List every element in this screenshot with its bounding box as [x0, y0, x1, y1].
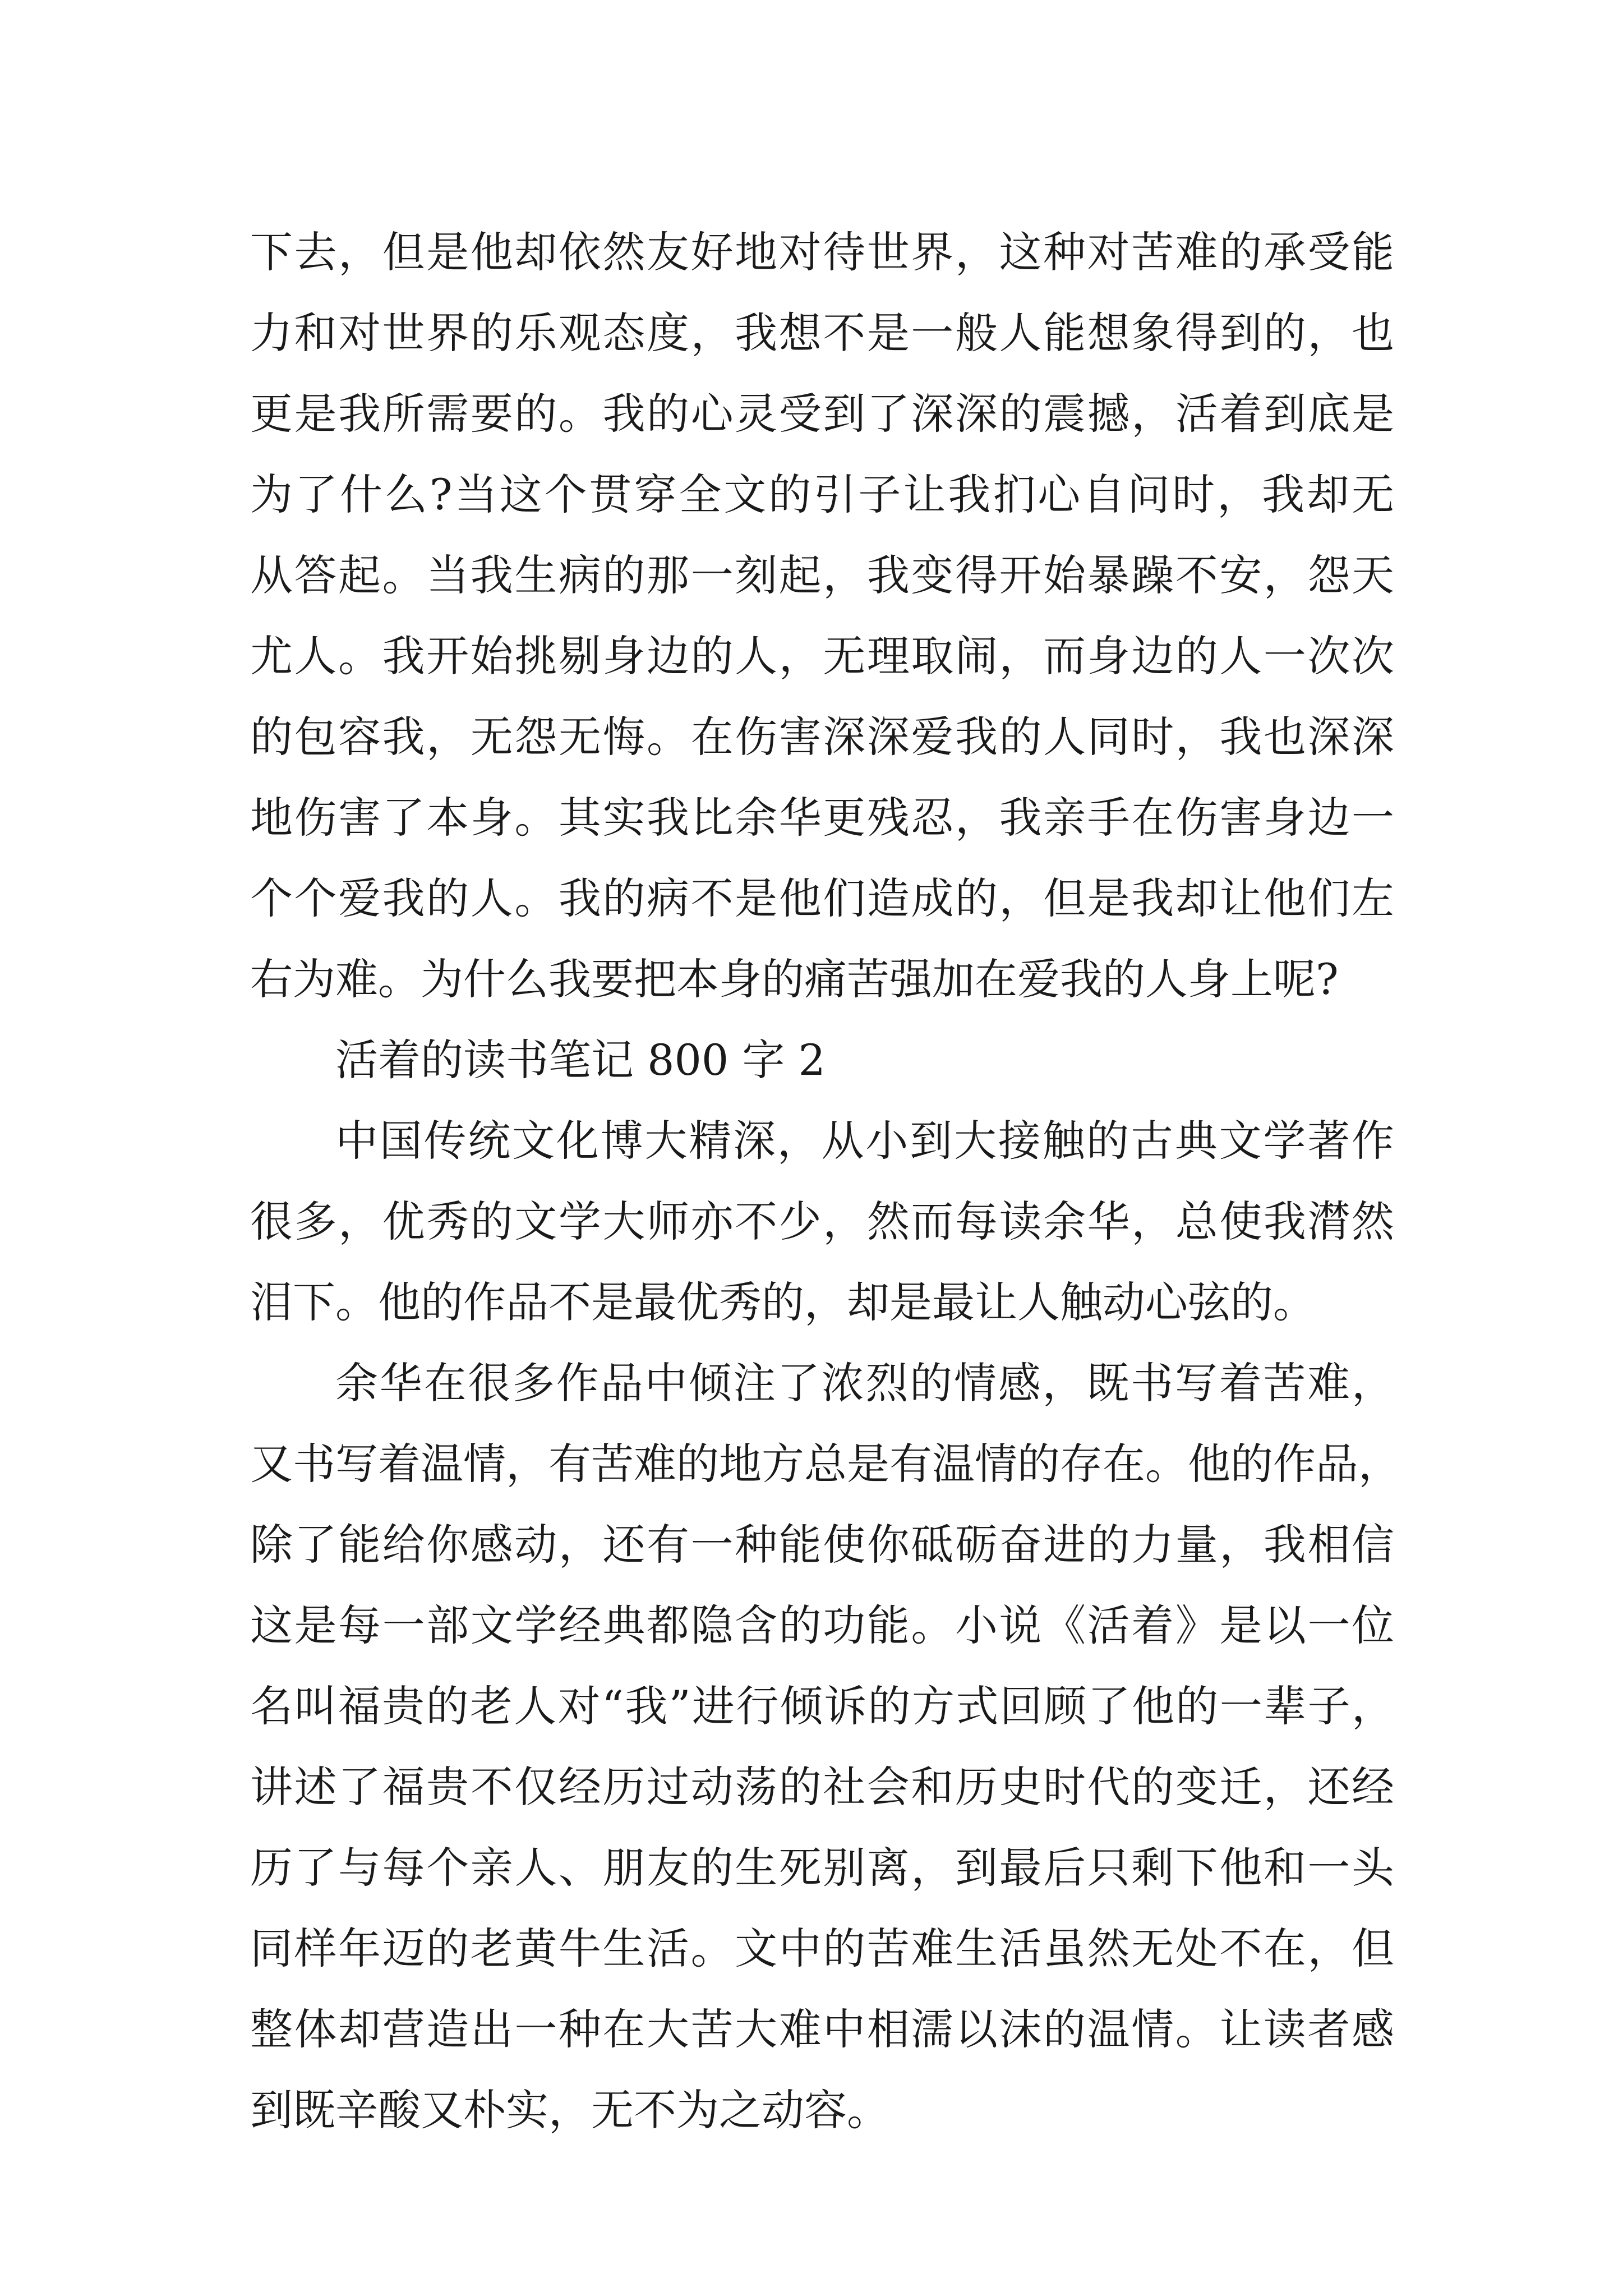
- text-line: 尤人。我开始挑剔身边的人，无理取闹，而身边的人一次次: [250, 631, 1394, 681]
- text-line: 历了与每个亲人、朋友的生死别离，到最后只剩下他和一头: [250, 1843, 1394, 1893]
- text-line: 到既辛酸又朴实，无不为之动容。: [250, 2085, 889, 2135]
- paragraph-continued: [250, 212, 1394, 1020]
- text-line: 讲述了福贵不仅经历过动荡的社会和历史时代的变迁，还经: [250, 1762, 1394, 1812]
- text-line: 这是每一部文学经典都隐含的功能。小说《活着》是以一位: [250, 1600, 1394, 1650]
- text-line: 更是我所需要的。我的心灵受到了深深的震撼，活着到底是: [250, 389, 1394, 439]
- text-line: 中国传统文化博大精深，从小到大接触的古典文学著作: [335, 1116, 1394, 1166]
- text-line: 很多，优秀的文学大师亦不少，然而每读余华，总使我潸然: [250, 1197, 1394, 1246]
- paragraph: [250, 1343, 1401, 2151]
- text-line: 个个爱我的人。我的病不是他们造成的，但是我却让他们左: [250, 873, 1394, 923]
- text-line: 下去，但是他却依然友好地对待世界，这种对苦难的承受能: [250, 227, 1394, 277]
- text-line: 的包容我，无怨无悔。在伤害深深爱我的人同时，我也深深: [250, 712, 1394, 762]
- text-line: 地伤害了本身。其实我比余华更残忍，我亲手在伤害身边一: [250, 793, 1394, 843]
- document-body: [250, 212, 1401, 2151]
- text-line: 又书写着温情，有苦难的地方总是有温情的存在。他的作品，: [250, 1439, 1401, 1489]
- text-line: 右为难。为什么我要把本身的痛苦强加在爱我的人身上呢?: [250, 954, 1339, 1004]
- text-line: 整体却营造出一种在大苦大难中相濡以沫的温情。让读者感: [250, 2004, 1394, 2054]
- text-line: 力和对世界的乐观态度，我想不是一般人能想象得到的，也: [250, 308, 1394, 358]
- text-line: 从答起。当我生病的那一刻起，我变得开始暴躁不安，怨天: [250, 550, 1394, 600]
- text-line: 除了能给你感动，还有一种能使你砥砺奋进的力量，我相信: [250, 1520, 1394, 1570]
- paragraph: [250, 1101, 1394, 1343]
- text-line: 为了什么?当这个贯穿全文的引子让我扪心自问时，我却无: [250, 470, 1394, 519]
- text-line: 余华在很多作品中倾注了浓烈的情感，既书写着苦难，: [335, 1358, 1394, 1408]
- section-heading: 活着的读书笔记 800 字 2: [335, 1035, 826, 1085]
- text-line: 名叫福贵的老人对“我”进行倾诉的方式回顾了他的一辈子，: [250, 1681, 1394, 1731]
- text-line: 泪下。他的作品不是最优秀的，却是最让人触动心弦的。: [250, 1277, 1316, 1327]
- text-line: 同样年迈的老黄牛生活。文中的苦难生活虽然无处不在，但: [250, 1924, 1394, 1973]
